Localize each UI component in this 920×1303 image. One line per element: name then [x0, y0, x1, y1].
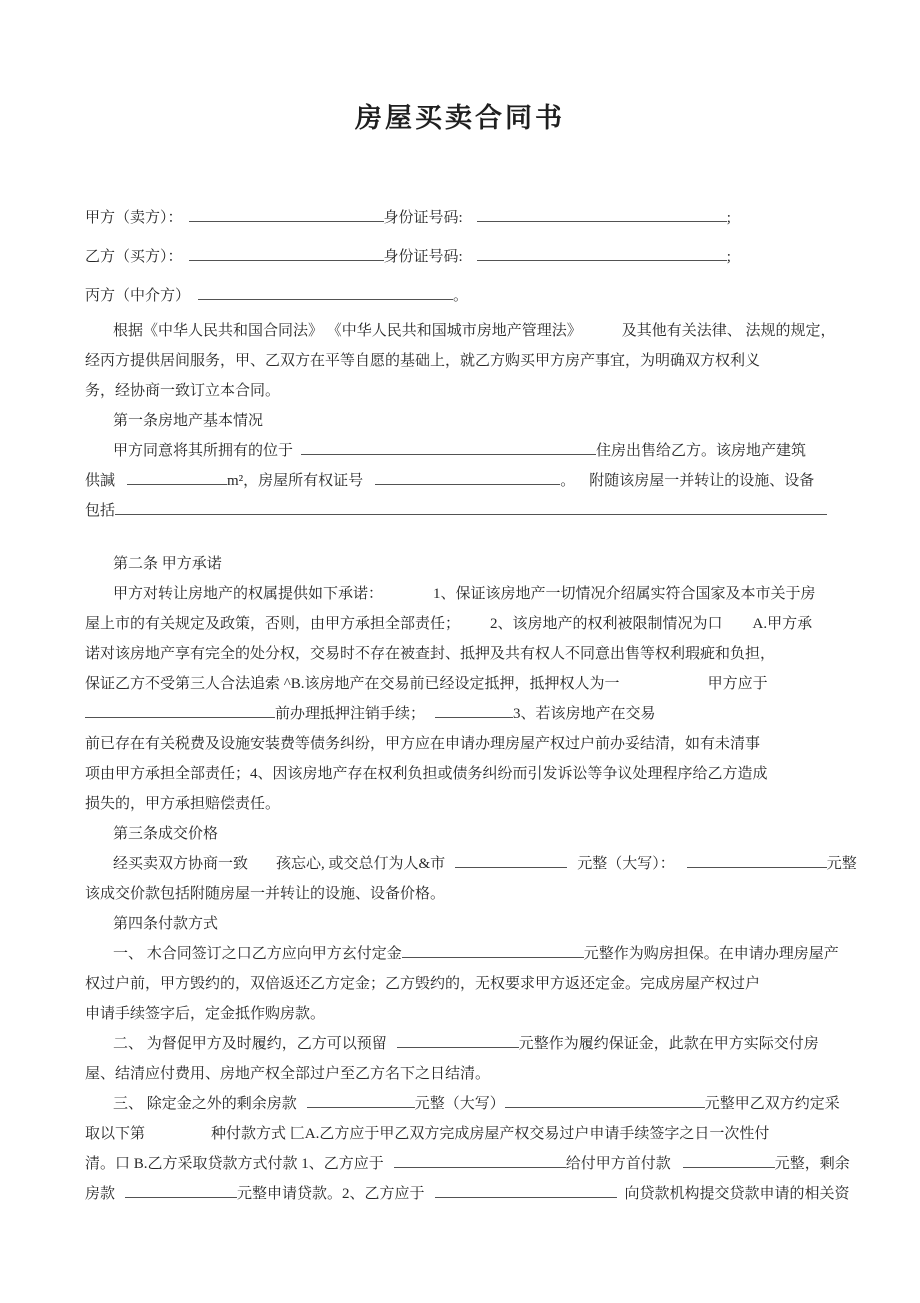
- text-run: 权过户前，甲方毁约的，双倍返还乙方定金；乙方毁约的，无权要求甲方返还定金。完成房屋产权过户: [85, 976, 761, 992]
- text-run: 住房出售给乙方。该房地产建筑: [596, 443, 807, 459]
- blank-field: [394, 1153, 566, 1168]
- text-run: 屋、结清应付费用、房地产权全部过户至乙方名下之日结清。: [85, 1066, 491, 1082]
- clause4-heading: [85, 909, 834, 939]
- clause1-line-2: [85, 466, 834, 496]
- text-run: 务，经协商一致订立本合同。: [85, 383, 281, 399]
- text-run: 丙方（中介方）: [85, 288, 191, 304]
- blank-field: [683, 1153, 775, 1168]
- clause2-line-2: [85, 609, 834, 639]
- spacer: [463, 260, 477, 261]
- clause2-line-6: [85, 729, 834, 759]
- clause4-line-8: [85, 1149, 850, 1179]
- clause2-line-5: [85, 699, 834, 729]
- text-run: 3、若该房地产在交易: [513, 706, 656, 722]
- blank-field: [687, 853, 827, 868]
- clause3-line-2: [85, 879, 834, 909]
- text-run: 甲方对转让房地产的权属提供如下承诺：: [113, 586, 384, 602]
- clause4-line-5: [85, 1059, 834, 1089]
- blank-field: [455, 853, 567, 868]
- blank-field: [125, 1183, 237, 1198]
- clause2-line-4: [85, 669, 834, 699]
- text-run: 及其他有关法律、 法规的规定，: [621, 323, 836, 339]
- spacer: [723, 627, 753, 628]
- blank-field: [397, 1033, 519, 1048]
- blank-field: [307, 1093, 415, 1108]
- text-run: 项由甲方承担全部责任；4、因该房地产存在权利负担或债务纠纷而引发诉讼等争议处理程序给乙方造成: [85, 766, 768, 782]
- text-run: 三、 除定金之外的剩余房款: [113, 1096, 297, 1112]
- spacer: [567, 867, 577, 868]
- blank-field: [127, 470, 227, 485]
- blank-field: [435, 1183, 617, 1198]
- spacer: [387, 1047, 397, 1048]
- text-run: 身份证号码:: [383, 249, 463, 265]
- party-line-jiafang: [85, 199, 834, 238]
- clause1-line-3: [85, 496, 834, 526]
- text-run: 甲方同意将其所拥有的位于: [113, 443, 294, 459]
- blank-field: [301, 440, 596, 455]
- text-run: 。: [453, 288, 469, 304]
- text-run: 元整甲乙双方约定采: [704, 1096, 840, 1112]
- spacer: [582, 334, 622, 335]
- clause3-line-1: [85, 849, 857, 879]
- text-run: m²，房屋所有权证号: [227, 473, 364, 489]
- text-run: 孩忘心, 或交总仃为人&市: [276, 856, 446, 872]
- text-run: 屋上市的有关规定及政策，否则，由甲方承担全部责任；: [85, 616, 461, 632]
- text-run: 元整作为履约保证金，此款在甲方实际交付房: [518, 1036, 819, 1052]
- party-line-bingfang: [85, 277, 834, 316]
- text-run: 身份证号码:: [383, 210, 463, 226]
- text-run: A.甲方承: [752, 616, 813, 632]
- text-run: 种付款方式 匚A.乙方应于甲乙双方完成房屋产权交易过户申请手续签字之日一次性付: [211, 1126, 770, 1142]
- clause1-line-1: [85, 436, 834, 466]
- blank-field: [375, 470, 560, 485]
- text-run: 损失的，甲方承担赔偿责任。: [85, 796, 281, 812]
- text-run: 甲方应于: [707, 676, 768, 692]
- blank-field: [477, 246, 727, 261]
- text-run: 甲方（卖方）：: [85, 210, 183, 226]
- spacer: [425, 717, 435, 718]
- spacer: [145, 1137, 211, 1138]
- clause2-line-1: [85, 579, 834, 609]
- clause2-line-8: [85, 789, 834, 819]
- clause4-line-4: [85, 1029, 834, 1059]
- clause2-heading: [85, 549, 834, 579]
- spacer: [675, 867, 687, 868]
- spacer: [620, 687, 708, 688]
- text-run: 根据《中华人民共和国合同法》 《中华人民共和国城市房地产管理法》: [113, 323, 582, 339]
- text-run: 元整（大写）：: [577, 856, 675, 872]
- text-run: 二、 为督促甲方及时履约，乙方可以预留: [113, 1036, 387, 1052]
- clause2-line-3: [85, 639, 834, 669]
- clause1-heading: [85, 406, 834, 436]
- clause2-line-7: [85, 759, 834, 789]
- text-run: 前已存在有关税费及设施安装费等债务纠纷，甲方应在申请办理房屋产权过户前办妥结清，如有未清事: [85, 736, 761, 752]
- text-run: 该成交价款包括附随房屋一并转让的设施、设备价格。: [85, 886, 446, 902]
- preamble-line-1: [85, 316, 834, 346]
- text-run: 供諴: [85, 473, 116, 489]
- spacer: [248, 867, 276, 868]
- text-run: 附随该房屋一并转让的设施、设备: [589, 473, 815, 489]
- text-run: 一、 木合同签订之口乙方应向甲方玄付定金: [113, 946, 402, 962]
- contract-title: 房屋买卖合同书: [355, 103, 565, 133]
- spacer: [425, 1197, 435, 1198]
- blank-field: [435, 703, 513, 718]
- clause4-line-9: [85, 1179, 850, 1209]
- spacer: [671, 1167, 683, 1168]
- blank-field: [402, 943, 584, 958]
- clause4-line-7: [85, 1119, 834, 1149]
- text-run: 。: [560, 473, 576, 489]
- text-run: 第三条成交价格: [113, 826, 219, 842]
- spacer: [363, 484, 375, 485]
- blank-field: [85, 703, 275, 718]
- blank-field: [477, 207, 727, 222]
- clause4-line-2: [85, 969, 834, 999]
- text-run: 申请手续签字后，定金抵作购房款。: [85, 1006, 326, 1022]
- clause4-line-1: [85, 939, 839, 969]
- preamble-line-3: [85, 376, 834, 406]
- spacer: [115, 1197, 125, 1198]
- preamble-line-2: [85, 346, 834, 376]
- spacer: [617, 1197, 625, 1198]
- text-run: 包括: [85, 503, 116, 519]
- text-run: 1、保证该房地产一切情况介绍属实符合国家及本市关于房: [433, 586, 816, 602]
- text-run: 元整，剩余: [774, 1156, 850, 1172]
- text-run: 向贷款机构提交贷款申请的相关资: [624, 1186, 850, 1202]
- blank-field: [189, 207, 384, 222]
- clause4-line-6: [85, 1089, 840, 1119]
- text-run: 给付甲方首付款: [565, 1156, 671, 1172]
- text-run: 取以下第: [85, 1126, 146, 1142]
- blank-field: [505, 1093, 705, 1108]
- text-run: 诺对该房地产享有完全的处分权，交易时不存在被查封、抵押及共有权人不同意出售等权利瑕疵和负担，: [85, 646, 776, 662]
- text-run: 第四条付款方式: [113, 916, 219, 932]
- text-run: ;: [726, 210, 731, 226]
- spacer: [297, 1107, 307, 1108]
- text-run: 经丙方提供居间服务，甲、乙双方在平等自愿的基础上，就乙方购买甲方房产事宜，为明确双方权利义: [85, 353, 761, 369]
- text-run: 保证乙方不受第三人合法追索 ^B.该房地产在交易前已经设定抵押，抵押权人为一: [85, 676, 620, 692]
- contract-body: [0, 135, 920, 1209]
- text-run: 元整（大写）: [414, 1096, 505, 1112]
- spacer: [460, 627, 490, 628]
- spacer: [190, 299, 198, 300]
- text-run: 前办理抵押注销手续；: [275, 706, 426, 722]
- blank-field: [189, 246, 384, 261]
- text-run: 房款: [85, 1186, 116, 1202]
- text-run: 元整: [826, 856, 857, 872]
- text-run: 乙方（买方）：: [85, 249, 183, 265]
- text-run: 第一条房地产基本情况: [113, 413, 264, 429]
- blank-field: [198, 285, 453, 300]
- clause4-line-3: [85, 999, 834, 1029]
- spacer: [115, 484, 127, 485]
- text-run: ;: [726, 249, 731, 265]
- text-run: 清。口 B.乙方采取贷款方式付款 1、乙方应于: [85, 1156, 384, 1172]
- clause3-heading: [85, 819, 834, 849]
- spacer: [575, 484, 589, 485]
- text-run: 2、该房地产的权利被限制情况为口: [490, 616, 723, 632]
- spacer: [383, 597, 433, 598]
- text-run: 元整申请贷款。2、乙方应于: [237, 1186, 425, 1202]
- text-run: 经买卖双方协商一致: [113, 856, 249, 872]
- spacer: [445, 867, 455, 868]
- text-run: 第二条 甲方承诺: [113, 556, 222, 572]
- party-line-yifang: [85, 238, 834, 277]
- blank-field: [115, 500, 827, 515]
- spacer: [463, 221, 477, 222]
- spacer: [293, 454, 301, 455]
- spacer: [384, 1167, 394, 1168]
- text-run: 元整作为购房担保。在申请办理房屋产: [583, 946, 839, 962]
